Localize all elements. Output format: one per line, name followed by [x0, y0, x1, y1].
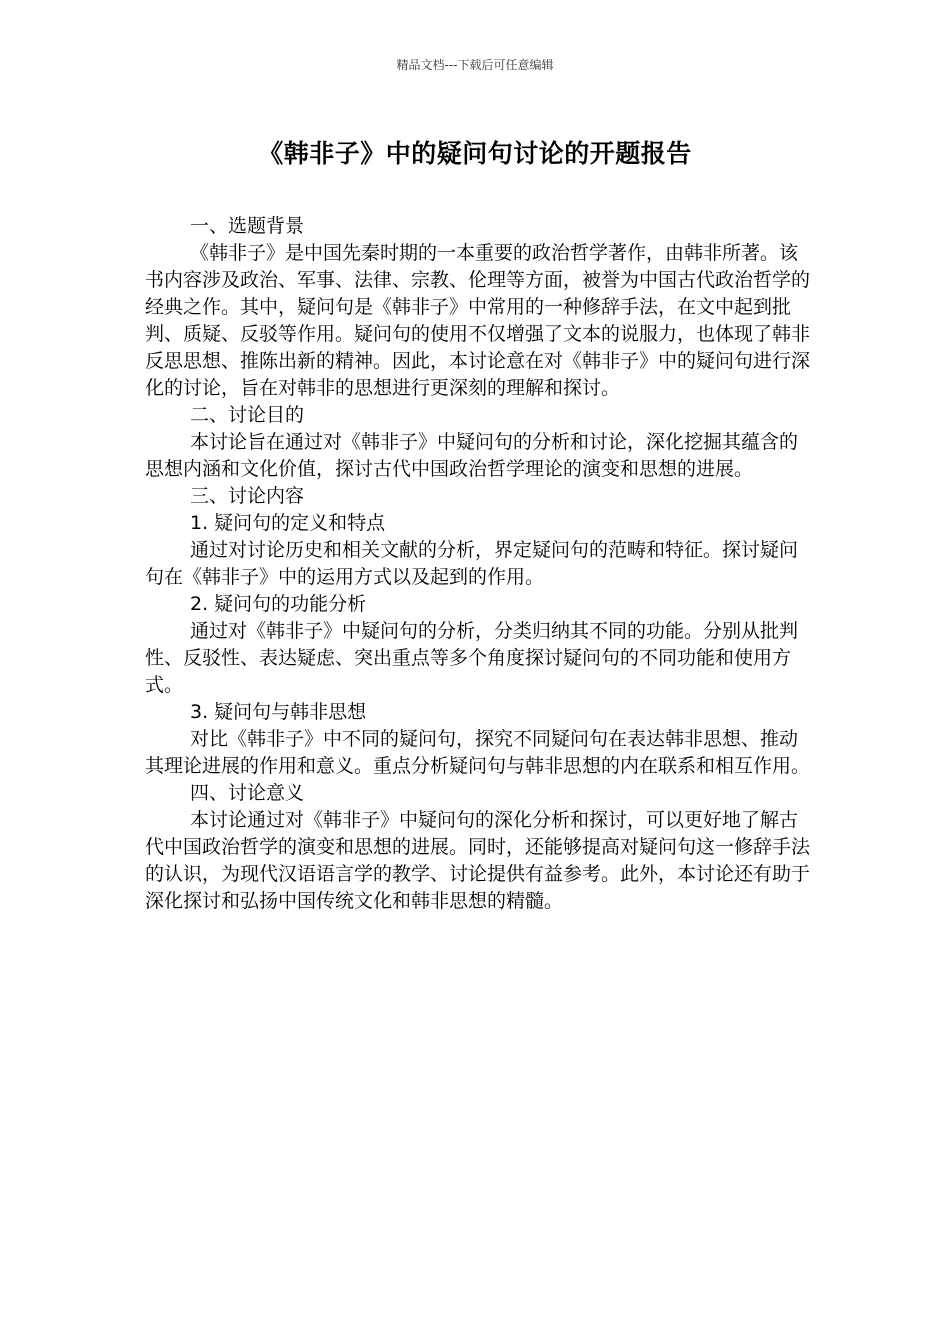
- subsection-heading-function: 2. 疑问句的功能分析: [190, 593, 367, 615]
- document-title: 《韩非子》中的疑问句讨论的开题报告: [258, 139, 692, 168]
- subsection-paragraph-thought: 对比《韩非子》中不同的疑问句，探究不同疑问句在表达韩非思想、推动其理论进展的作用和意义。重点分析疑问句与韩非思想的内在联系和相互作用。: [145, 728, 811, 777]
- section-heading-significance: 四、讨论意义: [190, 782, 305, 804]
- section-heading-purpose: 二、讨论目的: [190, 404, 305, 426]
- subsection-paragraph-definition: 通过对讨论历史和相关文献的分析，界定疑问句的范畴和特征。探讨疑问句在《韩非子》中的运用方式以及起到的作用。: [145, 539, 799, 588]
- page-header-note: 精品文档---下载后可任意编辑: [396, 58, 554, 72]
- section-paragraph-purpose: 本讨论旨在通过对《韩非子》中疑问句的分析和讨论，深化挖掘其蕴含的思想内涵和文化价值，探讨古代中国政治哲学理论的演变和思想的进展。: [145, 431, 799, 480]
- section-paragraph-background: 《韩非子》是中国先秦时期的一本重要的政治哲学著作，由韩非所著。该书内容涉及政治、军事、法律、宗教、伦理等方面，被誉为中国古代政治哲学的经典之作。其中，疑问句是《韩非子》中常用的一种修辞手法，在文中起到批判、质疑、反驳等作用。疑问句的使用不仅增强了文本的说服力，也体现了韩非反思思想、推陈出新的精神。因此，本讨论意在对《韩非子》中的疑问句进行深化的讨论，旨在对韩非的思想进行更深刻的理解和探讨。: [145, 242, 811, 399]
- section-heading-background: 一、选题背景: [190, 215, 305, 237]
- section-heading-content: 三、讨论内容: [190, 485, 305, 507]
- subsection-heading-definition: 1. 疑问句的定义和特点: [190, 512, 386, 534]
- subsection-paragraph-function: 通过对《韩非子》中疑问句的分析，分类归纳其不同的功能。分别从批判性、反驳性、表达疑虑、突出重点等多个角度探讨疑问句的不同功能和使用方式。: [145, 620, 799, 696]
- subsection-heading-thought: 3. 疑问句与韩非思想: [190, 701, 367, 723]
- section-paragraph-significance: 本讨论通过对《韩非子》中疑问句的深化分析和探讨，可以更好地了解古代中国政治哲学的演变和思想的进展。同时，还能够提高对疑问句这一修辞手法的认识，为现代汉语语言学的教学、讨论提供有益参考。此外，本讨论还有助于深化探讨和弘扬中国传统文化和韩非思想的精髓。: [145, 809, 811, 912]
- document-body: [145, 213, 810, 915]
